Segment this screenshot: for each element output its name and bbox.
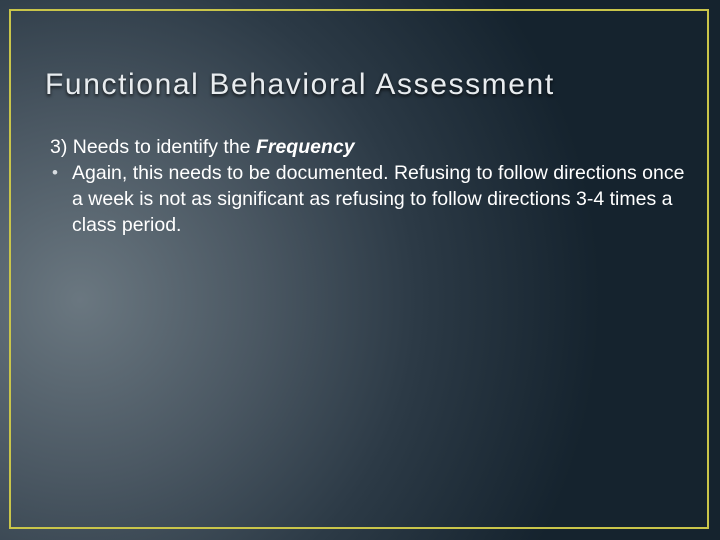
numbered-point	[50, 134, 690, 160]
bullet-text: Again, this needs to be documented. Refusing to follow directions once a week is not as significant as refusing to follow directions 3-4 times a class period.	[72, 162, 685, 236]
slide-body	[50, 134, 690, 238]
slide-title: Functional Behavioral Assessment	[45, 68, 555, 101]
bullet-item	[50, 160, 690, 238]
numbered-point-text: 3) Needs to identify the	[50, 136, 256, 158]
emphasis-frequency: Frequency	[255, 136, 355, 158]
bullet-icon: •	[52, 163, 58, 182]
